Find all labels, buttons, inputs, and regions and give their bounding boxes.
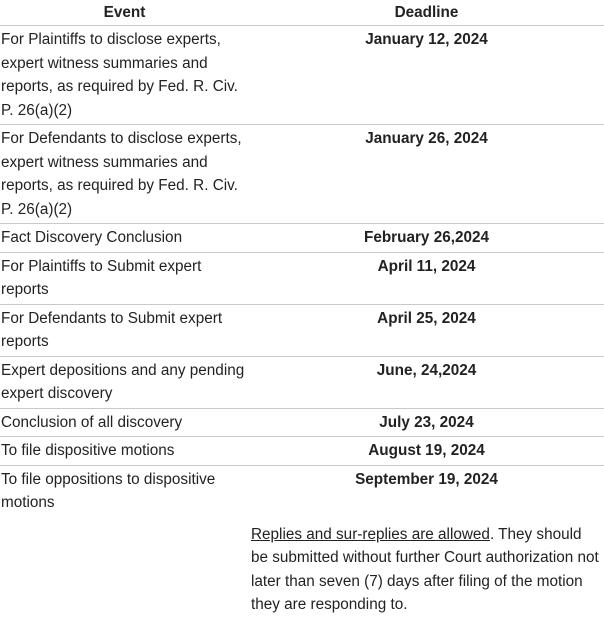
deadline-cell: January 12, 2024	[249, 26, 604, 125]
event-cell: For Plaintiffs to Submit expert reports	[0, 252, 249, 304]
deadline-cell: June, 24,2024	[249, 356, 604, 408]
deadline-cell: January 26, 2024	[249, 125, 604, 224]
event-column-header: Event	[0, 0, 249, 26]
deadline-cell	[249, 465, 604, 517]
deadline-cell: July 23, 2024	[249, 408, 604, 437]
table-row	[0, 252, 604, 304]
event-cell: Fact Discovery Conclusion	[0, 224, 249, 253]
event-cell: Expert depositions and any pending expert discovery	[0, 356, 249, 408]
event-cell: Conclusion of all discovery	[0, 408, 249, 437]
table-row	[0, 356, 604, 408]
deadline-value: September 19, 2024	[355, 470, 498, 488]
table-row	[0, 26, 604, 125]
table-row	[0, 125, 604, 224]
table-row	[0, 465, 604, 517]
deadline-cell: February 26,2024	[249, 224, 604, 253]
deadline-column-header: Deadline	[249, 0, 604, 26]
event-cell: To file dispositive motions	[0, 437, 249, 466]
deadline-cell: April 25, 2024	[249, 304, 604, 356]
replies-note	[251, 523, 601, 617]
event-cell: To file oppositions to dispositive motions	[1, 470, 216, 511]
header-row	[0, 0, 604, 26]
table-row	[0, 408, 604, 437]
event-cell: For Defendants to disclose experts, expert witness summaries and reports, as required by Fed. R. Civ. P. 26(a)(2)	[0, 125, 249, 224]
deadline-cell: August 19, 2024	[249, 437, 604, 466]
table-row	[0, 224, 604, 253]
deadline-cell: April 11, 2024	[249, 252, 604, 304]
event-cell: For Defendants to Submit expert reports	[0, 304, 249, 356]
replies-note-underlined: Replies and sur-replies are allowed	[251, 525, 490, 543]
table-row	[0, 304, 604, 356]
replies-note-rest: . They should be submitted without further Court authorization not later than seven (7) days after filing of the motion they are responding to.	[251, 525, 599, 613]
event-cell: For Plaintiffs to disclose experts, expert witness summaries and reports, as required by Fed. R. Civ. P. 26(a)(2)	[0, 26, 249, 125]
table-row	[0, 437, 604, 466]
